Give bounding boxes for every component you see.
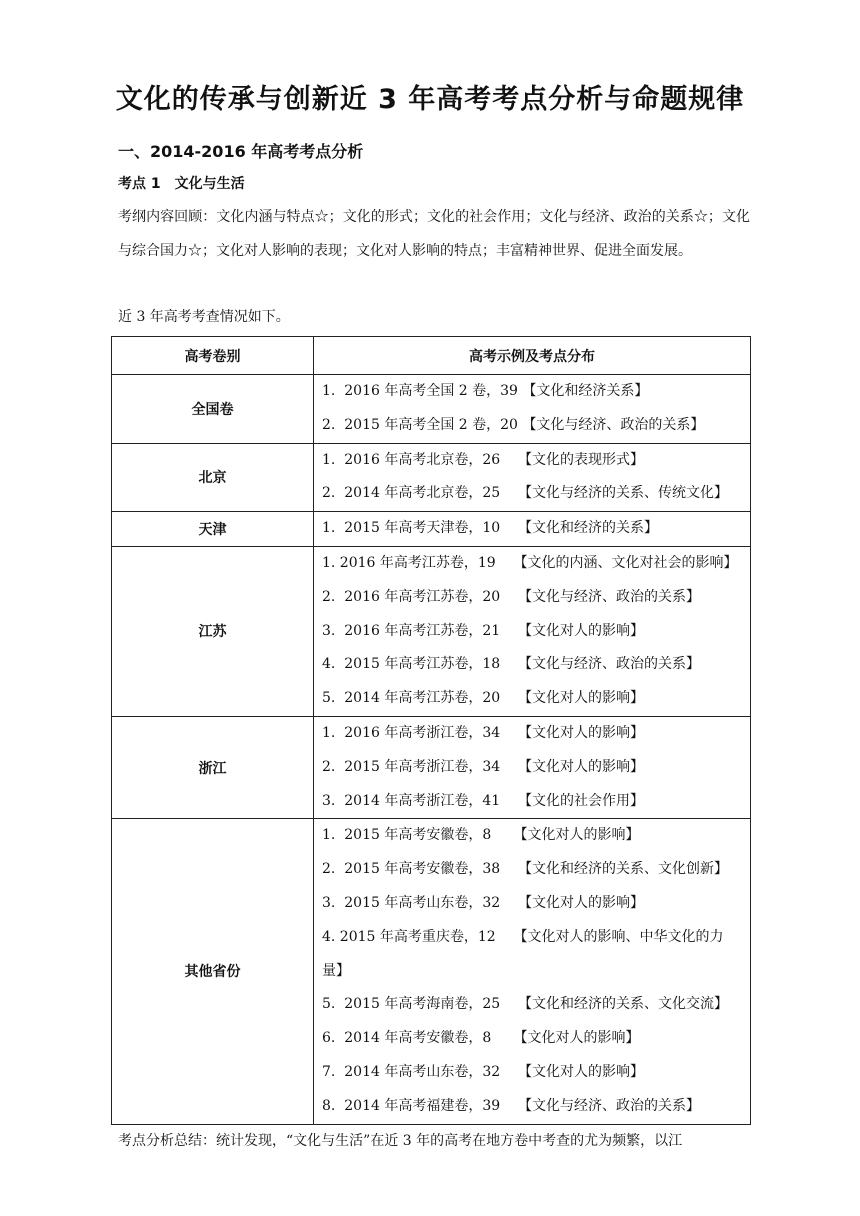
exam-entry-text: 5. 2014 年高考江苏卷，20 bbox=[322, 690, 518, 707]
exam-entry bbox=[314, 512, 750, 546]
exam-entry bbox=[314, 1056, 750, 1090]
intro-paragraph: 近 3 年高考考查情况如下。 bbox=[118, 309, 290, 325]
exam-entry-topic: 【文化对人的影响】 bbox=[513, 827, 640, 844]
entries-cell bbox=[314, 716, 751, 818]
exam-entry bbox=[314, 887, 750, 921]
exam-entry-topic: 【文化对人的影响】 bbox=[517, 724, 644, 741]
exam-entry-topic: 【文化的内涵、文化对社会的影响】 bbox=[513, 554, 738, 571]
exam-entry-topic: 【文化对人的影响】 bbox=[517, 622, 644, 639]
region-cell: 天津 bbox=[112, 512, 314, 547]
exam-entry-text: 7. 2014 年高考山东卷，32 bbox=[322, 1063, 518, 1080]
exam-entry-text: 4. 2015 年高考重庆卷，12 bbox=[322, 928, 514, 945]
exam-entry bbox=[314, 648, 750, 682]
exam-entry-topic: 【文化的表现形式】 bbox=[517, 451, 644, 468]
exam-entry bbox=[314, 988, 750, 1022]
exam-entry bbox=[314, 921, 750, 989]
exam-entry-text: 4. 2015 年高考江苏卷，18 bbox=[322, 656, 518, 673]
exam-entry-topic: 【文化和经济的关系、文化创新】 bbox=[517, 861, 728, 878]
entries-cell bbox=[314, 375, 751, 444]
exam-entry-topic: 【文化与经济、政治的关系】 bbox=[517, 1097, 700, 1114]
header-region: 高考卷别 bbox=[112, 337, 314, 375]
exam-entry bbox=[314, 819, 750, 853]
exam-entry-text: 2. 2015 年高考浙江卷，34 bbox=[322, 758, 518, 775]
exam-entry bbox=[314, 581, 750, 615]
exam-entry bbox=[314, 375, 750, 409]
exam-entry-topic: 【文化与经济、政治的关系】 bbox=[522, 416, 705, 433]
exam-entry bbox=[314, 1022, 750, 1056]
exam-entry-topic: 【文化对人的影响】 bbox=[517, 894, 644, 911]
exam-entry-topic: 【文化对人的影响、中华文化的力量】 bbox=[322, 928, 724, 979]
exam-entry-text: 2. 2016 年高考江苏卷，20 bbox=[322, 588, 518, 605]
section-heading: 一、2014-2016 年高考考点分析 bbox=[118, 142, 364, 161]
header-items: 高考示例及考点分布 bbox=[314, 337, 751, 375]
exam-entry-text: 6. 2014 年高考安徽卷，8 bbox=[322, 1030, 514, 1047]
exam-entry-topic: 【文化对人的影响】 bbox=[513, 1030, 640, 1047]
table-row bbox=[112, 443, 751, 512]
table-header-row bbox=[112, 337, 751, 375]
summary-paragraph: 考点分析总结：统计发现，“文化与生活”在近 3 年的高考在地方卷中考查的尤为频繁，以江 bbox=[118, 1133, 683, 1149]
entries-cell bbox=[314, 443, 751, 512]
exam-entry-text: 2. 2014 年高考北京卷，25 bbox=[322, 485, 518, 502]
entries-cell bbox=[314, 546, 751, 716]
exam-entry-text: 1. 2015 年高考安徽卷，8 bbox=[322, 827, 514, 844]
exam-entry-text: 8. 2014 年高考福建卷，39 bbox=[322, 1097, 518, 1114]
table-row bbox=[112, 375, 751, 444]
exam-entry bbox=[314, 477, 750, 511]
exam-entry-topic: 【文化的社会作用】 bbox=[517, 792, 644, 809]
exam-entry bbox=[314, 682, 750, 716]
kaodian-heading bbox=[118, 172, 245, 196]
exam-entry-text: 1. 2015 年高考天津卷，10 bbox=[322, 520, 518, 537]
exam-entry-topic: 【文化和经济的关系、文化交流】 bbox=[517, 996, 728, 1013]
kaodian-topic: 文化与生活 bbox=[174, 176, 245, 192]
exam-entry bbox=[314, 409, 750, 443]
table-row bbox=[112, 716, 751, 818]
exam-entry bbox=[314, 444, 750, 478]
exam-entry-text: 3. 2015 年高考山东卷，32 bbox=[322, 894, 518, 911]
exam-entry-topic: 【文化对人的影响】 bbox=[517, 758, 644, 775]
entries-cell bbox=[314, 819, 751, 1124]
region-cell: 北京 bbox=[112, 443, 314, 512]
exam-entry bbox=[314, 1090, 750, 1124]
exam-entry bbox=[314, 785, 750, 819]
syllabus-review-paragraph: 考纲内容回顾：文化内涵与特点☆；文化的形式；文化的社会作用；文化与经济、政治的关系☆；文化与综合国力☆；文化对人影响的表现；文化对人影响的特点；丰富精神世界、促进全面发展。 bbox=[118, 209, 750, 259]
exam-entry-topic: 【文化对人的影响】 bbox=[517, 1063, 644, 1080]
document-title: 文化的传承与创新近 3 年高考考点分析与命题规律 bbox=[115, 84, 745, 115]
region-cell: 浙江 bbox=[112, 716, 314, 818]
exam-entry-topic: 【文化和经济关系】 bbox=[522, 383, 649, 399]
region-cell: 全国卷 bbox=[112, 375, 314, 444]
exam-entry-topic: 【文化对人的影响】 bbox=[517, 690, 644, 707]
table-row bbox=[112, 546, 751, 716]
entries-cell bbox=[314, 512, 751, 547]
exam-entry-text: 2. 2015 年高考全国 2 卷，20 bbox=[322, 416, 523, 433]
region-cell: 江苏 bbox=[112, 546, 314, 716]
exam-entry bbox=[314, 547, 750, 581]
exam-entry-text: 1. 2016 年高考全国 2 卷，39 bbox=[322, 383, 523, 399]
exam-entry bbox=[314, 751, 750, 785]
exam-entry-text: 1. 2016 年高考浙江卷，34 bbox=[322, 724, 518, 741]
table-row bbox=[112, 512, 751, 547]
exam-entry-text: 1. 2016 年高考北京卷，26 bbox=[322, 451, 518, 468]
exam-entry-topic: 【文化与经济、政治的关系】 bbox=[517, 588, 700, 605]
exam-distribution-table bbox=[111, 336, 751, 1125]
exam-entry bbox=[314, 615, 750, 649]
exam-entry-text: 2. 2015 年高考安徽卷，38 bbox=[322, 861, 518, 878]
table-body bbox=[112, 375, 751, 1125]
exam-entry-topic: 【文化与经济的关系、传统文化】 bbox=[517, 485, 728, 502]
exam-entry bbox=[314, 853, 750, 887]
table-row bbox=[112, 819, 751, 1124]
exam-entry-text: 3. 2016 年高考江苏卷，21 bbox=[322, 622, 518, 639]
exam-entry-topic: 【文化与经济、政治的关系】 bbox=[517, 656, 700, 673]
exam-entry-text: 5. 2015 年高考海南卷，25 bbox=[322, 996, 518, 1013]
region-cell: 其他省份 bbox=[112, 819, 314, 1124]
exam-entry bbox=[314, 717, 750, 751]
kaodian-label: 考点 1 bbox=[118, 176, 161, 192]
exam-entry-text: 1. 2016 年高考江苏卷，19 bbox=[322, 554, 514, 571]
exam-entry-topic: 【文化和经济的关系】 bbox=[517, 520, 658, 537]
exam-entry-text: 3. 2014 年高考浙江卷，41 bbox=[322, 792, 518, 809]
